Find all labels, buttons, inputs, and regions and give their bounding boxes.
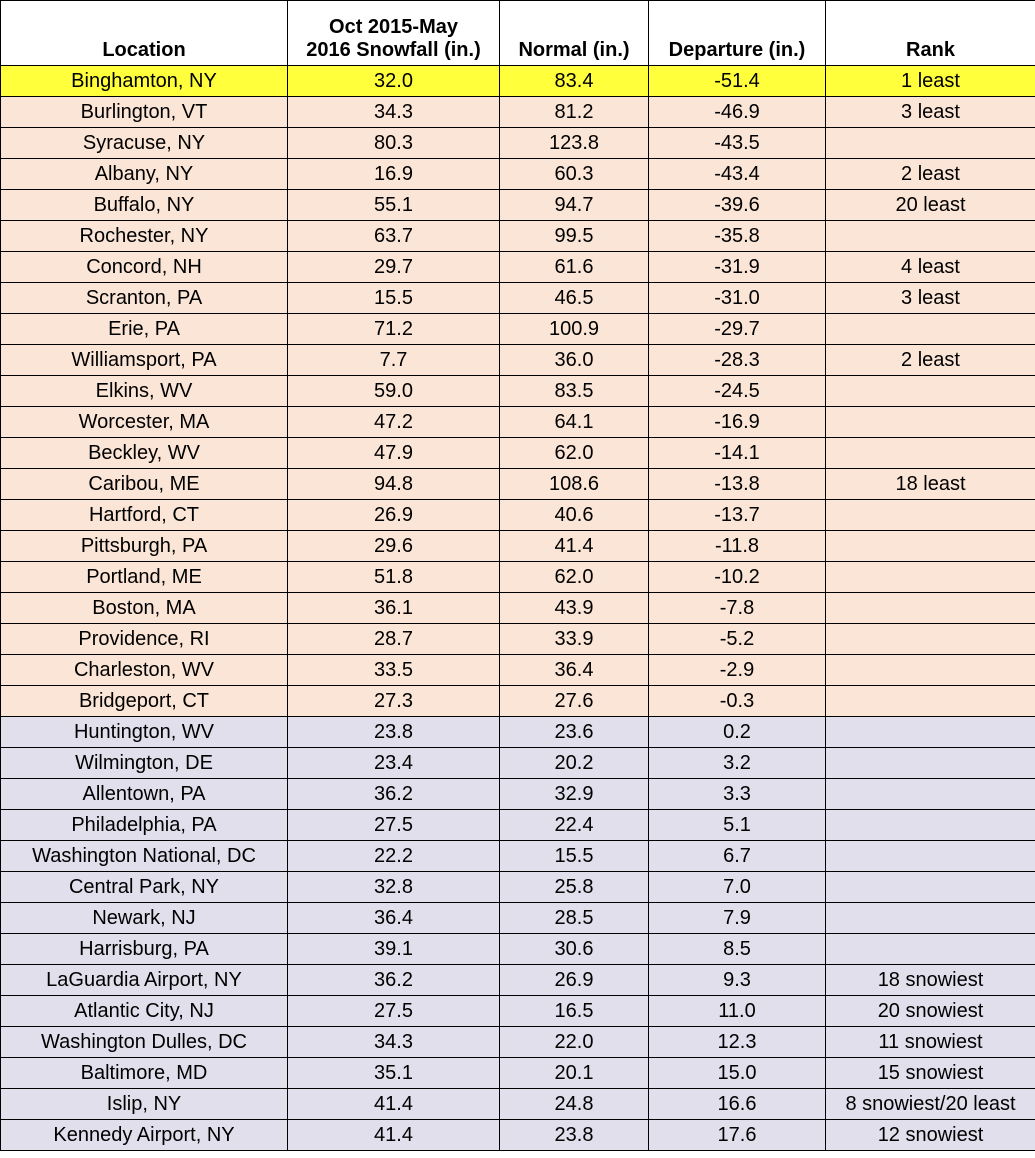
cell-normal: 43.9 xyxy=(500,593,649,624)
cell-normal: 62.0 xyxy=(500,562,649,593)
table-header xyxy=(1,1,1035,66)
table-body xyxy=(1,66,1035,1151)
cell-location: Charleston, WV xyxy=(1,655,288,686)
cell-snowfall: 27.5 xyxy=(288,810,500,841)
cell-departure: 7.9 xyxy=(649,903,826,934)
cell-snowfall: 7.7 xyxy=(288,345,500,376)
cell-normal: 15.5 xyxy=(500,841,649,872)
cell-location: LaGuardia Airport, NY xyxy=(1,965,288,996)
cell-snowfall: 27.5 xyxy=(288,996,500,1027)
cell-snowfall: 36.1 xyxy=(288,593,500,624)
cell-departure: 12.3 xyxy=(649,1027,826,1058)
cell-normal: 36.0 xyxy=(500,345,649,376)
cell-snowfall: 41.4 xyxy=(288,1120,500,1151)
cell-departure: -0.3 xyxy=(649,686,826,717)
cell-rank: 20 snowiest xyxy=(826,996,1035,1027)
table-row xyxy=(1,779,1035,810)
cell-normal: 99.5 xyxy=(500,221,649,252)
header-departure: Departure (in.) xyxy=(649,1,826,66)
cell-snowfall: 28.7 xyxy=(288,624,500,655)
cell-snowfall: 41.4 xyxy=(288,1089,500,1120)
table-row xyxy=(1,562,1035,593)
cell-location: Erie, PA xyxy=(1,314,288,345)
cell-location: Harrisburg, PA xyxy=(1,934,288,965)
cell-rank xyxy=(826,934,1035,965)
cell-departure: 8.5 xyxy=(649,934,826,965)
cell-rank: 15 snowiest xyxy=(826,1058,1035,1089)
table-row xyxy=(1,593,1035,624)
cell-snowfall: 32.0 xyxy=(288,66,500,97)
cell-snowfall: 33.5 xyxy=(288,655,500,686)
cell-rank xyxy=(826,903,1035,934)
table-row xyxy=(1,717,1035,748)
cell-snowfall: 32.8 xyxy=(288,872,500,903)
cell-normal: 62.0 xyxy=(500,438,649,469)
cell-snowfall: 80.3 xyxy=(288,128,500,159)
cell-departure: -31.9 xyxy=(649,252,826,283)
cell-departure: -43.5 xyxy=(649,128,826,159)
cell-normal: 26.9 xyxy=(500,965,649,996)
cell-departure: -46.9 xyxy=(649,97,826,128)
cell-rank: 8 snowiest/20 least xyxy=(826,1089,1035,1120)
cell-departure: 15.0 xyxy=(649,1058,826,1089)
cell-normal: 22.0 xyxy=(500,1027,649,1058)
cell-location: Hartford, CT xyxy=(1,500,288,531)
cell-snowfall: 36.4 xyxy=(288,903,500,934)
cell-location: Atlantic City, NJ xyxy=(1,996,288,1027)
cell-snowfall: 63.7 xyxy=(288,221,500,252)
cell-location: Williamsport, PA xyxy=(1,345,288,376)
cell-departure: 3.2 xyxy=(649,748,826,779)
header-snowfall-line2: 2016 Snowfall (in.) xyxy=(306,39,481,61)
table-row xyxy=(1,903,1035,934)
cell-normal: 28.5 xyxy=(500,903,649,934)
cell-snowfall: 55.1 xyxy=(288,190,500,221)
table-row xyxy=(1,500,1035,531)
cell-location: Allentown, PA xyxy=(1,779,288,810)
cell-snowfall: 35.1 xyxy=(288,1058,500,1089)
cell-location: Islip, NY xyxy=(1,1089,288,1120)
table-row xyxy=(1,686,1035,717)
table-row xyxy=(1,407,1035,438)
cell-snowfall: 36.2 xyxy=(288,965,500,996)
cell-normal: 41.4 xyxy=(500,531,649,562)
cell-normal: 46.5 xyxy=(500,283,649,314)
cell-location: Concord, NH xyxy=(1,252,288,283)
table-row xyxy=(1,469,1035,500)
cell-departure: 7.0 xyxy=(649,872,826,903)
cell-normal: 30.6 xyxy=(500,934,649,965)
cell-snowfall: 94.8 xyxy=(288,469,500,500)
table-row xyxy=(1,221,1035,252)
cell-departure: 11.0 xyxy=(649,996,826,1027)
cell-location: Baltimore, MD xyxy=(1,1058,288,1089)
cell-rank xyxy=(826,562,1035,593)
cell-rank xyxy=(826,593,1035,624)
cell-departure: -29.7 xyxy=(649,314,826,345)
cell-normal: 64.1 xyxy=(500,407,649,438)
cell-rank xyxy=(826,686,1035,717)
cell-location: Syracuse, NY xyxy=(1,128,288,159)
table-row xyxy=(1,624,1035,655)
cell-departure: -16.9 xyxy=(649,407,826,438)
cell-snowfall: 22.2 xyxy=(288,841,500,872)
cell-rank xyxy=(826,872,1035,903)
header-row xyxy=(1,1,1035,66)
cell-snowfall: 39.1 xyxy=(288,934,500,965)
cell-location: Newark, NJ xyxy=(1,903,288,934)
cell-departure: 0.2 xyxy=(649,717,826,748)
table-row xyxy=(1,66,1035,97)
table-row xyxy=(1,252,1035,283)
cell-rank: 3 least xyxy=(826,283,1035,314)
cell-location: Boston, MA xyxy=(1,593,288,624)
cell-snowfall: 47.9 xyxy=(288,438,500,469)
cell-rank: 18 snowiest xyxy=(826,965,1035,996)
cell-rank: 2 least xyxy=(826,345,1035,376)
cell-rank: 11 snowiest xyxy=(826,1027,1035,1058)
cell-location: Pittsburgh, PA xyxy=(1,531,288,562)
cell-normal: 100.9 xyxy=(500,314,649,345)
cell-departure: -14.1 xyxy=(649,438,826,469)
cell-snowfall: 34.3 xyxy=(288,1027,500,1058)
cell-location: Providence, RI xyxy=(1,624,288,655)
cell-departure: -10.2 xyxy=(649,562,826,593)
cell-snowfall: 29.6 xyxy=(288,531,500,562)
table-row xyxy=(1,810,1035,841)
cell-rank: 1 least xyxy=(826,66,1035,97)
cell-location: Kennedy Airport, NY xyxy=(1,1120,288,1151)
header-snowfall-line1: Oct 2015-May xyxy=(329,16,458,38)
cell-rank xyxy=(826,779,1035,810)
cell-rank xyxy=(826,810,1035,841)
cell-normal: 81.2 xyxy=(500,97,649,128)
table-row xyxy=(1,1027,1035,1058)
cell-rank: 3 least xyxy=(826,97,1035,128)
header-snowfall xyxy=(288,1,500,66)
cell-rank xyxy=(826,407,1035,438)
cell-snowfall: 16.9 xyxy=(288,159,500,190)
cell-departure: -13.8 xyxy=(649,469,826,500)
cell-location: Binghamton, NY xyxy=(1,66,288,97)
cell-snowfall: 23.8 xyxy=(288,717,500,748)
table-row xyxy=(1,748,1035,779)
table-row xyxy=(1,190,1035,221)
cell-snowfall: 71.2 xyxy=(288,314,500,345)
cell-departure: -13.7 xyxy=(649,500,826,531)
cell-snowfall: 15.5 xyxy=(288,283,500,314)
cell-rank xyxy=(826,314,1035,345)
cell-normal: 83.5 xyxy=(500,376,649,407)
cell-normal: 20.1 xyxy=(500,1058,649,1089)
table-row xyxy=(1,841,1035,872)
cell-departure: -39.6 xyxy=(649,190,826,221)
cell-departure: -24.5 xyxy=(649,376,826,407)
cell-rank: 18 least xyxy=(826,469,1035,500)
cell-snowfall: 47.2 xyxy=(288,407,500,438)
cell-departure: 5.1 xyxy=(649,810,826,841)
table-row xyxy=(1,1120,1035,1151)
cell-location: Worcester, MA xyxy=(1,407,288,438)
cell-location: Scranton, PA xyxy=(1,283,288,314)
table-row xyxy=(1,159,1035,190)
table-row xyxy=(1,655,1035,686)
cell-normal: 22.4 xyxy=(500,810,649,841)
cell-snowfall: 27.3 xyxy=(288,686,500,717)
cell-location: Buffalo, NY xyxy=(1,190,288,221)
cell-location: Burlington, VT xyxy=(1,97,288,128)
cell-departure: -7.8 xyxy=(649,593,826,624)
cell-rank xyxy=(826,376,1035,407)
header-normal: Normal (in.) xyxy=(500,1,649,66)
cell-normal: 61.6 xyxy=(500,252,649,283)
cell-normal: 20.2 xyxy=(500,748,649,779)
cell-departure: 9.3 xyxy=(649,965,826,996)
cell-rank xyxy=(826,500,1035,531)
cell-normal: 16.5 xyxy=(500,996,649,1027)
cell-normal: 25.8 xyxy=(500,872,649,903)
cell-rank xyxy=(826,531,1035,562)
cell-snowfall: 59.0 xyxy=(288,376,500,407)
cell-normal: 23.8 xyxy=(500,1120,649,1151)
cell-rank xyxy=(826,655,1035,686)
table-row xyxy=(1,1058,1035,1089)
table-row xyxy=(1,97,1035,128)
cell-rank xyxy=(826,128,1035,159)
cell-rank: 2 least xyxy=(826,159,1035,190)
cell-departure: 17.6 xyxy=(649,1120,826,1151)
cell-departure: -35.8 xyxy=(649,221,826,252)
cell-departure: -51.4 xyxy=(649,66,826,97)
cell-normal: 108.6 xyxy=(500,469,649,500)
cell-normal: 33.9 xyxy=(500,624,649,655)
cell-rank xyxy=(826,748,1035,779)
table-row xyxy=(1,345,1035,376)
cell-departure: -2.9 xyxy=(649,655,826,686)
cell-location: Rochester, NY xyxy=(1,221,288,252)
table-row xyxy=(1,996,1035,1027)
cell-normal: 83.4 xyxy=(500,66,649,97)
cell-snowfall: 51.8 xyxy=(288,562,500,593)
cell-normal: 36.4 xyxy=(500,655,649,686)
table-row xyxy=(1,438,1035,469)
cell-location: Bridgeport, CT xyxy=(1,686,288,717)
cell-normal: 94.7 xyxy=(500,190,649,221)
cell-rank xyxy=(826,717,1035,748)
cell-location: Huntington, WV xyxy=(1,717,288,748)
cell-location: Philadelphia, PA xyxy=(1,810,288,841)
cell-location: Portland, ME xyxy=(1,562,288,593)
cell-snowfall: 34.3 xyxy=(288,97,500,128)
cell-normal: 32.9 xyxy=(500,779,649,810)
cell-normal: 23.6 xyxy=(500,717,649,748)
cell-rank xyxy=(826,841,1035,872)
cell-location: Albany, NY xyxy=(1,159,288,190)
cell-departure: 16.6 xyxy=(649,1089,826,1120)
cell-rank: 4 least xyxy=(826,252,1035,283)
cell-location: Caribou, ME xyxy=(1,469,288,500)
cell-departure: 6.7 xyxy=(649,841,826,872)
cell-departure: -31.0 xyxy=(649,283,826,314)
cell-normal: 123.8 xyxy=(500,128,649,159)
cell-rank xyxy=(826,221,1035,252)
table-row xyxy=(1,314,1035,345)
cell-normal: 27.6 xyxy=(500,686,649,717)
cell-normal: 24.8 xyxy=(500,1089,649,1120)
cell-location: Wilmington, DE xyxy=(1,748,288,779)
cell-rank xyxy=(826,438,1035,469)
cell-snowfall: 26.9 xyxy=(288,500,500,531)
table-row xyxy=(1,965,1035,996)
table-row xyxy=(1,128,1035,159)
header-rank: Rank xyxy=(826,1,1035,66)
cell-normal: 40.6 xyxy=(500,500,649,531)
cell-location: Washington National, DC xyxy=(1,841,288,872)
cell-rank xyxy=(826,624,1035,655)
header-location: Location xyxy=(1,1,288,66)
cell-rank: 12 snowiest xyxy=(826,1120,1035,1151)
table-row xyxy=(1,283,1035,314)
table-row xyxy=(1,872,1035,903)
cell-snowfall: 23.4 xyxy=(288,748,500,779)
cell-snowfall: 29.7 xyxy=(288,252,500,283)
cell-departure: -28.3 xyxy=(649,345,826,376)
cell-location: Elkins, WV xyxy=(1,376,288,407)
cell-location: Beckley, WV xyxy=(1,438,288,469)
cell-rank: 20 least xyxy=(826,190,1035,221)
cell-departure: -43.4 xyxy=(649,159,826,190)
table-row xyxy=(1,376,1035,407)
table-row xyxy=(1,531,1035,562)
table-row xyxy=(1,934,1035,965)
cell-location: Washington Dulles, DC xyxy=(1,1027,288,1058)
cell-normal: 60.3 xyxy=(500,159,649,190)
cell-departure: -11.8 xyxy=(649,531,826,562)
cell-snowfall: 36.2 xyxy=(288,779,500,810)
table-row xyxy=(1,1089,1035,1120)
cell-departure: -5.2 xyxy=(649,624,826,655)
cell-departure: 3.3 xyxy=(649,779,826,810)
cell-location: Central Park, NY xyxy=(1,872,288,903)
